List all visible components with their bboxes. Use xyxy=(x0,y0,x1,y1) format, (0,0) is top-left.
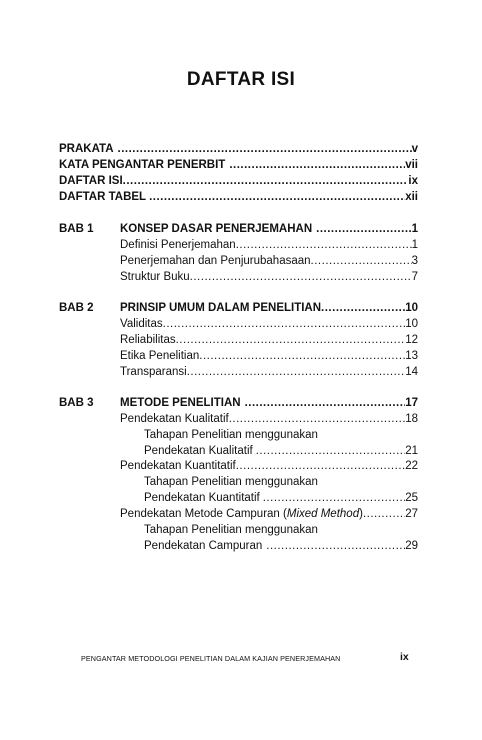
dot-leader xyxy=(190,270,412,284)
toc-entry-label: Transparansi xyxy=(120,366,187,378)
toc-entry-page: 10 xyxy=(405,318,418,330)
toc-section[interactable] xyxy=(120,238,418,252)
toc-entry-label: PRAKATA xyxy=(59,143,114,155)
toc-entry-page: 27 xyxy=(405,508,418,520)
page-title: DAFTAR ISI xyxy=(186,69,296,90)
dot-leader xyxy=(256,444,406,458)
toc-subsection[interactable] xyxy=(144,539,418,553)
toc-section[interactable] xyxy=(120,507,418,521)
toc-entry-kata-pengantar[interactable] xyxy=(59,158,418,172)
toc-entry-label: Definisi Penerjemahan xyxy=(120,239,236,251)
chapter-number: BAB 1 xyxy=(59,223,94,235)
toc-entry-page: 18 xyxy=(405,413,418,425)
toc-entry-prakata[interactable] xyxy=(59,142,418,156)
dot-leader xyxy=(149,190,405,204)
toc-entry-page: xii xyxy=(405,191,418,203)
toc-entry-daftar-isi[interactable] xyxy=(59,174,418,188)
dot-leader xyxy=(266,539,405,553)
chapter-number: BAB 2 xyxy=(59,302,94,314)
toc-section[interactable] xyxy=(120,459,418,473)
toc-entry-page: v xyxy=(411,143,418,155)
dot-leader xyxy=(229,412,406,426)
toc-subsection-line1: Tahapan Penelitian menggunakan xyxy=(144,429,318,441)
toc-entry-label: Etika Penelitian xyxy=(120,350,200,362)
toc-label-pre: Pendekatan Metode Campuran ( xyxy=(120,508,287,520)
dot-leader xyxy=(229,158,405,172)
toc-entry-label: Validitas xyxy=(120,318,163,330)
toc-entry-page: 22 xyxy=(405,460,418,472)
toc-section[interactable] xyxy=(120,254,418,268)
dot-leader xyxy=(321,301,405,315)
dot-leader xyxy=(236,238,412,252)
toc-entry-page: 7 xyxy=(411,271,418,283)
toc-section[interactable] xyxy=(120,365,418,379)
dot-leader xyxy=(311,254,412,268)
toc-entry-label: Pendekatan Campuran xyxy=(144,540,263,552)
toc-entry-label xyxy=(120,507,363,521)
toc-entry-page: 17 xyxy=(405,397,418,409)
toc-entry-page: 12 xyxy=(405,334,418,346)
dot-leader xyxy=(118,142,412,156)
toc-entry-page: 14 xyxy=(405,366,418,378)
toc-entry-label: KATA PENGANTAR PENERBIT xyxy=(59,159,226,171)
toc-subsection-line1: Tahapan Penelitian menggunakan xyxy=(144,524,318,536)
running-title: PENGANTAR METODOLOGI PENELITIAN DALAM KAJIAN PENERJEMAHAN xyxy=(81,654,341,663)
toc-entry-label: Penerjemahan dan Penjurubahasaan xyxy=(120,255,311,267)
toc-entry-label: Pendekatan Kuantitatif xyxy=(144,492,260,504)
toc-entry-label: DAFTAR TABEL xyxy=(59,191,147,203)
toc-entry-page: 10 xyxy=(405,302,418,314)
toc-section[interactable] xyxy=(120,270,418,284)
toc-subsection[interactable] xyxy=(144,491,418,505)
toc-entry-label: PRINSIP UMUM DALAM PENELITIAN xyxy=(120,302,322,314)
toc-entry-label: KONSEP DASAR PENERJEMAHAN xyxy=(120,223,313,235)
dot-leader xyxy=(176,333,406,347)
dot-leader xyxy=(236,459,405,473)
dot-leader xyxy=(363,507,405,521)
toc-label-post: ) xyxy=(359,508,363,520)
toc-entry-page: ix xyxy=(408,175,418,187)
toc-entry-label: Reliabilitas xyxy=(120,334,176,346)
toc-entry-page: 13 xyxy=(405,350,418,362)
toc-section[interactable] xyxy=(120,317,418,331)
dot-leader xyxy=(199,349,405,363)
toc-chapter-title[interactable] xyxy=(120,396,418,410)
toc-entry-label: Pendekatan Kuantitatif xyxy=(120,460,236,472)
toc-section[interactable] xyxy=(120,333,418,347)
dot-leader xyxy=(245,396,406,410)
toc-entry-label: Pendekatan Kualitatif xyxy=(144,445,253,457)
toc-chapter-title[interactable] xyxy=(120,222,418,236)
toc-entry-daftar-tabel[interactable] xyxy=(59,190,418,204)
toc-entry-page: 25 xyxy=(405,492,418,504)
toc-entry-page: 3 xyxy=(411,255,418,267)
toc-entry-label: METODE PENELITIAN xyxy=(120,397,241,409)
page-number: ix xyxy=(400,651,409,663)
toc-entry-page: vii xyxy=(405,159,418,171)
toc-entry-label: DAFTAR ISI xyxy=(59,175,123,187)
chapter-number: BAB 3 xyxy=(59,397,94,409)
dot-leader xyxy=(316,222,411,236)
dot-leader xyxy=(187,365,406,379)
dot-leader xyxy=(163,317,406,331)
dot-leader xyxy=(263,491,405,505)
toc-entry-label: Pendekatan Kualitatif xyxy=(120,413,229,425)
toc-entry-label: Struktur Buku xyxy=(120,271,190,283)
toc-subsection-line1: Tahapan Penelitian menggunakan xyxy=(144,476,318,488)
dot-leader xyxy=(123,174,409,188)
toc-entry-page: 1 xyxy=(411,239,418,251)
toc-section[interactable] xyxy=(120,412,418,426)
toc-section[interactable] xyxy=(120,349,418,363)
toc-chapter-title[interactable] xyxy=(120,301,418,315)
toc-entry-page: 29 xyxy=(405,540,418,552)
toc-entry-page: 1 xyxy=(411,223,418,235)
toc-subsection[interactable] xyxy=(144,444,418,458)
toc-label-italic: Mixed Method xyxy=(286,508,360,520)
toc-entry-page: 21 xyxy=(405,445,418,457)
